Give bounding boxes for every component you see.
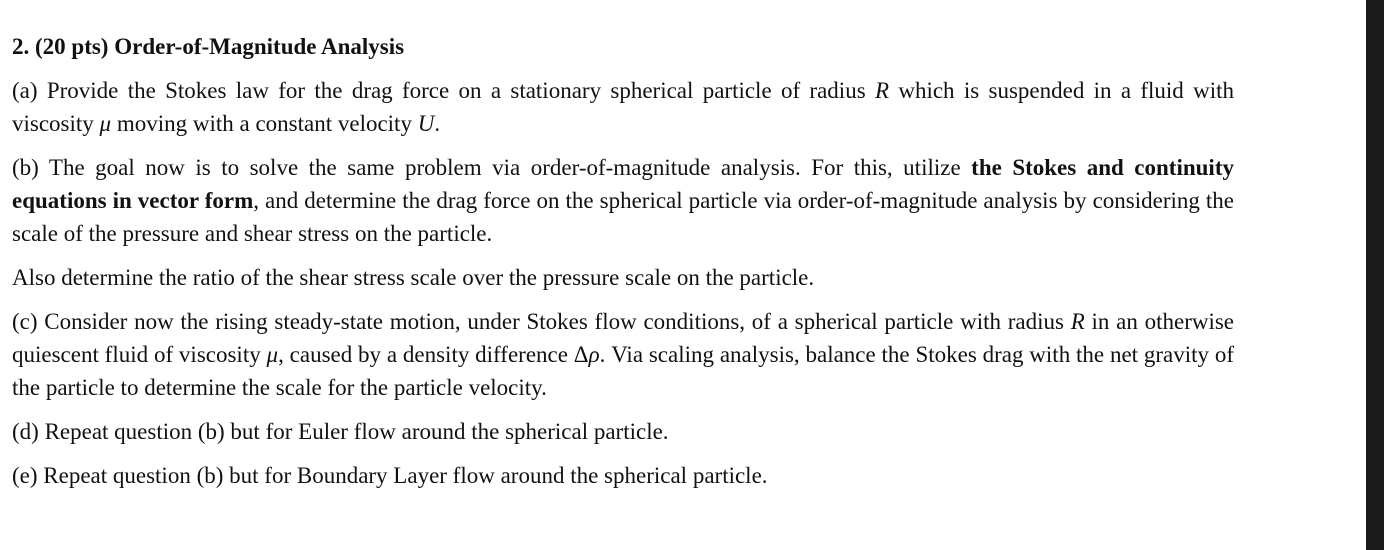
part-b-also-text: Also determine the ratio of the shear stress scale over the pressure scale on the particle.: [12, 265, 815, 290]
part-b-text-2: , and determine the drag force on the spherical particle via order-of-magnitude analysis by considering the scale of the pressure and shear stress on the particle.: [12, 188, 1234, 246]
math-viscosity-mu: μ: [99, 111, 112, 136]
part-a-text-1: (a) Provide the Stokes law for the drag force on a stationary spherical particle of radius: [12, 78, 875, 103]
question-heading: 2. (20 pts) Order-of-Magnitude Analysis: [12, 34, 405, 59]
part-c-text-1: (c) Consider now the rising steady-state motion, under Stokes flow conditions, of a spherical particle with radius: [12, 309, 1071, 334]
part-a-text-2: which is suspended in a fluid with viscosity: [12, 78, 1235, 136]
part-a-text-3: moving with a constant velocity: [111, 111, 418, 136]
part-b-text-1: (b) The goal now is to solve the same problem via order-of-magnitude analysis. For this, utilize: [12, 155, 972, 180]
math-viscosity-mu: μ: [266, 342, 279, 367]
math-velocity-u: U: [417, 111, 435, 136]
part-b-bold-text: the Stokes and continuity equations in vector form: [12, 155, 1234, 213]
part-a-text: [12, 74, 1234, 140]
part-a-text-4: .: [434, 111, 441, 136]
right-edge-bar: [1366, 0, 1384, 550]
part-c-text-3: , caused by a density difference: [278, 342, 574, 367]
math-radius-r: R: [874, 78, 890, 103]
part-c-text-2: in an otherwise quiescent fluid of viscosity: [12, 309, 1235, 367]
part-c-text-4: . Via scaling analysis, balance the Stokes drag with the net gravity of the particle to determine the scale for the particle velocity.: [12, 342, 1234, 400]
question-content: [12, 30, 1234, 503]
part-c-text: [12, 305, 1234, 404]
math-radius-r: R: [1070, 309, 1085, 334]
part-d-text: (d) Repeat question (b) but for Euler flow around the spherical particle.: [12, 419, 669, 444]
math-delta: Δ: [573, 342, 589, 367]
part-e-text: (e) Repeat question (b) but for Boundary Layer flow around the spherical particle.: [12, 463, 768, 488]
math-density-rho: ρ: [588, 342, 600, 367]
part-b-text: [12, 151, 1234, 250]
